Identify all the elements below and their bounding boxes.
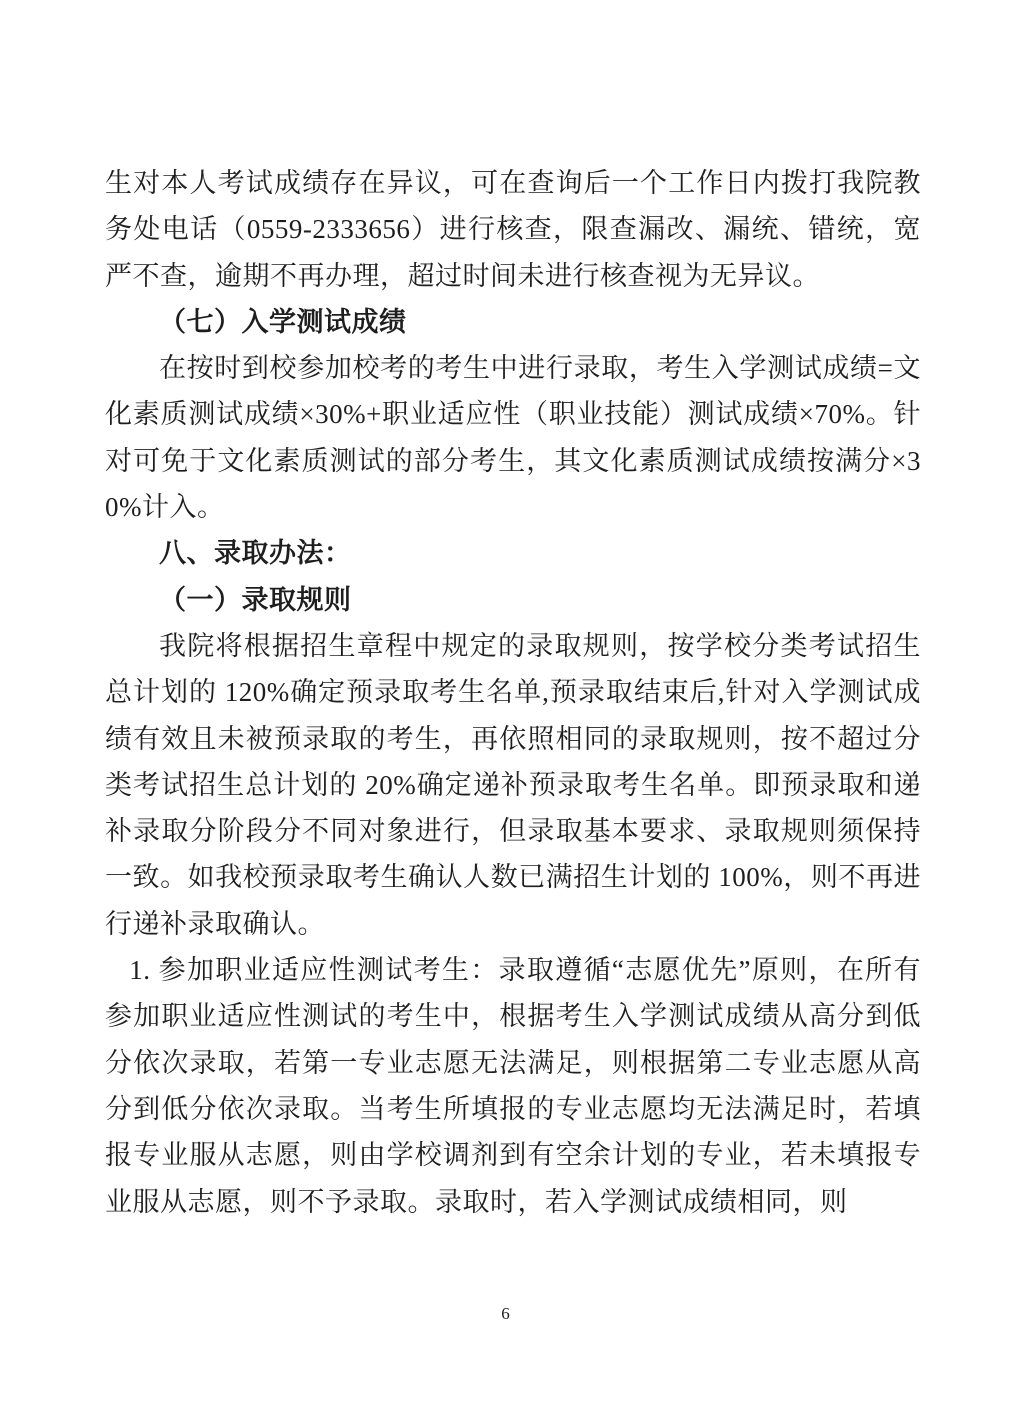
paragraph-admission-rules-detail: 我院将根据招生章程中规定的录取规则，按学校分类考试招生总计划的 120%确定预录取考生名单,预录取结束后,针对入学测试成绩有效且未被预录取的考生，再依照相同的录取规则，按不超过分类考试招生总计划的 20%确定递补预录取考生名单。即预录取和递补录取分阶段分不同对象进行，但录取基本要求、录取规则须保持一致。如我校预录取考生确认人数已满招生计划的 100%，则不再进行递补录取确认。 <box>105 630 921 939</box>
paragraph-score-formula: 在按时到校参加校考的考生中进行录取，考生入学测试成绩=文化素质测试成绩×30%+职业适应性（职业技能）测试成绩×70%。针对可免于文化素质测试的部分考生，其文化素质测试成绩按满分×30%计入。 <box>105 353 921 523</box>
page-number: 6 <box>501 1304 510 1323</box>
page-content <box>105 160 921 1225</box>
paragraph-score-appeal: 生对本人考试成绩存在异议，可在查询后一个工作日内拨打我院教务处电话（0559-2333656）进行核查，限查漏改、漏统、错统，宽严不查，逾期不再办理，超过时间未进行核查视为无异议。 <box>105 168 921 291</box>
heading-admission-rules: （一）录取规则 <box>159 584 352 615</box>
paragraph-aptitude-test-candidates: 1. 参加职业适应性测试考生：录取遵循“志愿优先”原则，在所有参加职业适应性测试的考生中，根据考生入学测试成绩从高分到低分依次录取，若第一专业志愿无法满足，则根据第二专业志愿从高分到低分依次录取。当考生所填报的专业志愿均无法满足时，若填报专业服从志愿，则由学校调剂到有空余计划的专业，若未填报专业服从志愿，则不予录取。录取时，若入学测试成绩相同，则 <box>105 955 921 1217</box>
heading-admission-test-score: （七）入学测试成绩 <box>159 306 407 337</box>
heading-admission-method: 八、录取办法： <box>159 538 352 569</box>
